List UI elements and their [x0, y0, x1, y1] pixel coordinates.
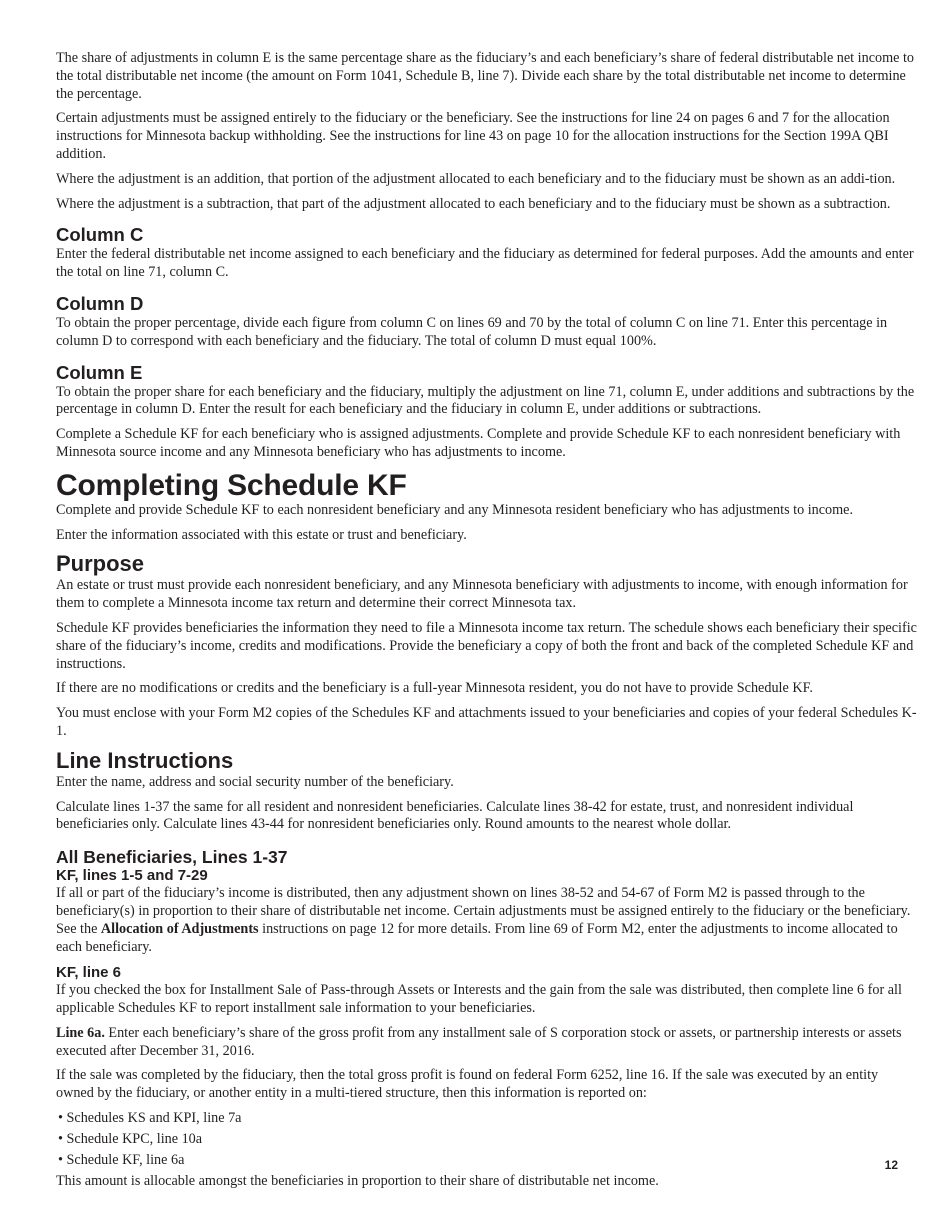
kf-line-6-paragraph-1: If you checked the box for Installment Sale of Pass-through Assets or Interests and the gain from the sale was distributed, then complete line 6 for all applicable Schedules KF to report installment sale information to your beneficiaries. — [56, 982, 902, 1017]
column-e-paragraph-2: Complete a Schedule KF for each beneficiary who is assigned adjustments. Complete and provide Schedule KF to each nonresident beneficiary with Minnesota source income and any Minnesota beneficiary who has adjustments to income. — [56, 426, 901, 460]
purpose-paragraph-2: Schedule KF provides beneficiaries the information they need to file a Minnesota income tax return. The schedule shows each beneficiary their specific share of the fiduciary’s income, credits and modifications. Provide the beneficiary a copy of both the front and back of the completed Schedule KF and instructions. — [56, 619, 917, 672]
purpose-paragraph-4: You must enclose with your Form M2 copies of the Schedules KF and attachments issued to your beneficiaries and copies of your federal Schedules K-1. — [56, 705, 917, 739]
kf-line-6-heading: KF, line 6 — [56, 964, 122, 982]
page-number: 12 — [884, 1158, 898, 1172]
line-6a-paragraph — [56, 1025, 918, 1061]
kf-lines-text-after: instructions on page 12 for more details. From line 69 of Form M2, enter the adjustments to income allocated to each beneficiary. — [56, 920, 898, 955]
intro-paragraph-3: Where the adjustment is an addition, that portion of the adjustment allocated to each beneficiary and to the fiduciary must be shown as an addi-tion. — [56, 170, 896, 187]
intro-paragraph-2: Certain adjustments must be assigned entirely to the fiduciary or the beneficiary. See the instructions for line 24 on pages 6 and 7 for the allocation instructions for Minnesota backup withholding. See the instructions for line 43 on page 10 for the allocation instructions for the Section 199A QBI addition. — [56, 110, 890, 162]
purpose-paragraph-3: If there are no modifications or credits and the beneficiary is a full-year Minnesota resident, you do not have to provide Schedule KF. — [56, 680, 813, 697]
line-instructions-paragraph-1: Enter the name, address and social security number of the beneficiary. — [56, 773, 454, 790]
schedule-bullet-list — [56, 1110, 918, 1169]
all-beneficiaries-heading: All Beneficiaries, Lines 1-37 — [56, 847, 288, 868]
column-e-paragraph-1: To obtain the proper share for each beneficiary and the fiduciary, multiply the adjustment on line 71, column E, under additions and subtractions by the percentage in column D. Enter the result for each beneficiary and the fiduciary in column E, under additions or subtractions. — [56, 383, 915, 418]
list-item: • Schedule KF, line 6a — [58, 1151, 185, 1168]
purpose-heading: Purpose — [56, 551, 145, 577]
list-item: • Schedules KS and KPI, line 7a — [58, 1110, 242, 1127]
column-d-heading: Column D — [56, 292, 144, 314]
line-instructions-paragraph-2: Calculate lines 1-37 the same for all resident and nonresident beneficiaries. Calculate lines 38-42 for estate, trust, and nonresident individual beneficiaries only. Calculate lines 43-44 for nonresident beneficiaries only. Round amounts to the nearest whole dollar. — [56, 798, 854, 833]
completing-paragraph-2: Enter the information associated with this estate or trust and beneficiary. — [56, 526, 467, 543]
purpose-paragraph-1: An estate or trust must provide each nonresident beneficiary, and any Minnesota beneficiary with adjustments to income, with enough information for them to complete a Minnesota income tax return and determine their correct Minnesota tax. — [56, 577, 908, 612]
column-d-paragraph: To obtain the proper percentage, divide each figure from column C on lines 69 and 70 by the total of column C on line 71. Enter this percentage in column D to correspond with each beneficiary and the fiduciary. The total of column D must equal 100%. — [56, 314, 888, 349]
completing-schedule-kf-title: Completing Schedule KF — [56, 468, 407, 502]
kf-line-6-paragraph-3: If the sale was completed by the fiduciary, then the total gross profit is found on federal Form 6252, line 16. If the sale was executed by an entity owned by the fiduciary, or another entity in a multi-tiered structure, then this information is reported on: — [56, 1067, 879, 1102]
kf-lines-1-29-paragraph — [56, 885, 918, 956]
kf-lines-text-before: If all or part of the fiduciary’s income is distributed, then any adjustment shown on lines 38-52 and 54-67 of Form M2 is passed through to the beneficiary(s) in proportion to their share of distributable net income. Certain adjustments must be assigned entirely to the fiduciary or the beneficiary. See the — [56, 885, 911, 937]
column-c-paragraph: Enter the federal distributable net income assigned to each beneficiary and the fiduciary as determined for federal purposes. Add the amounts and enter the total on line 71, column C. — [56, 246, 914, 281]
intro-paragraph-4: Where the adjustment is a subtraction, that part of the adjustment allocated to each beneficiary and to the fiduciary must be shown as a subtraction. — [56, 195, 891, 212]
list-item: • Schedule KPC, line 10a — [58, 1130, 203, 1147]
kf-lines-1-29-heading: KF, lines 1-5 and 7-29 — [56, 867, 208, 885]
kf-line-6-paragraph-4: This amount is allocable amongst the beneficiaries in proportion to their share of distributable net income. — [56, 1173, 659, 1190]
line-6a-text: Enter each beneficiary’s share of the gross profit from any installment sale of S corporation stock or assets, or partnership interests or assets executed after December 31, 2016. — [56, 1024, 902, 1059]
completing-paragraph-1: Complete and provide Schedule KF to each nonresident beneficiary and any Minnesota resident beneficiary who has adjustments to income. — [56, 501, 854, 518]
line-instructions-heading: Line Instructions — [56, 747, 234, 773]
line-6a-label: Line 6a. — [56, 1024, 105, 1041]
column-e-heading: Column E — [56, 361, 143, 383]
allocation-of-adjustments-bold: Allocation of Adjustments — [100, 920, 259, 937]
document-page — [56, 50, 918, 1198]
column-c-heading: Column C — [56, 224, 144, 246]
intro-paragraph-1: The share of adjustments in column E is the same percentage share as the fiduciary’s and each beneficiary’s share of federal distributable net income to the total distributable net income (the amount on Form 1041, Schedule B, line 7). Divide each share by the total distributable net income to determine the percentage. — [56, 50, 915, 102]
